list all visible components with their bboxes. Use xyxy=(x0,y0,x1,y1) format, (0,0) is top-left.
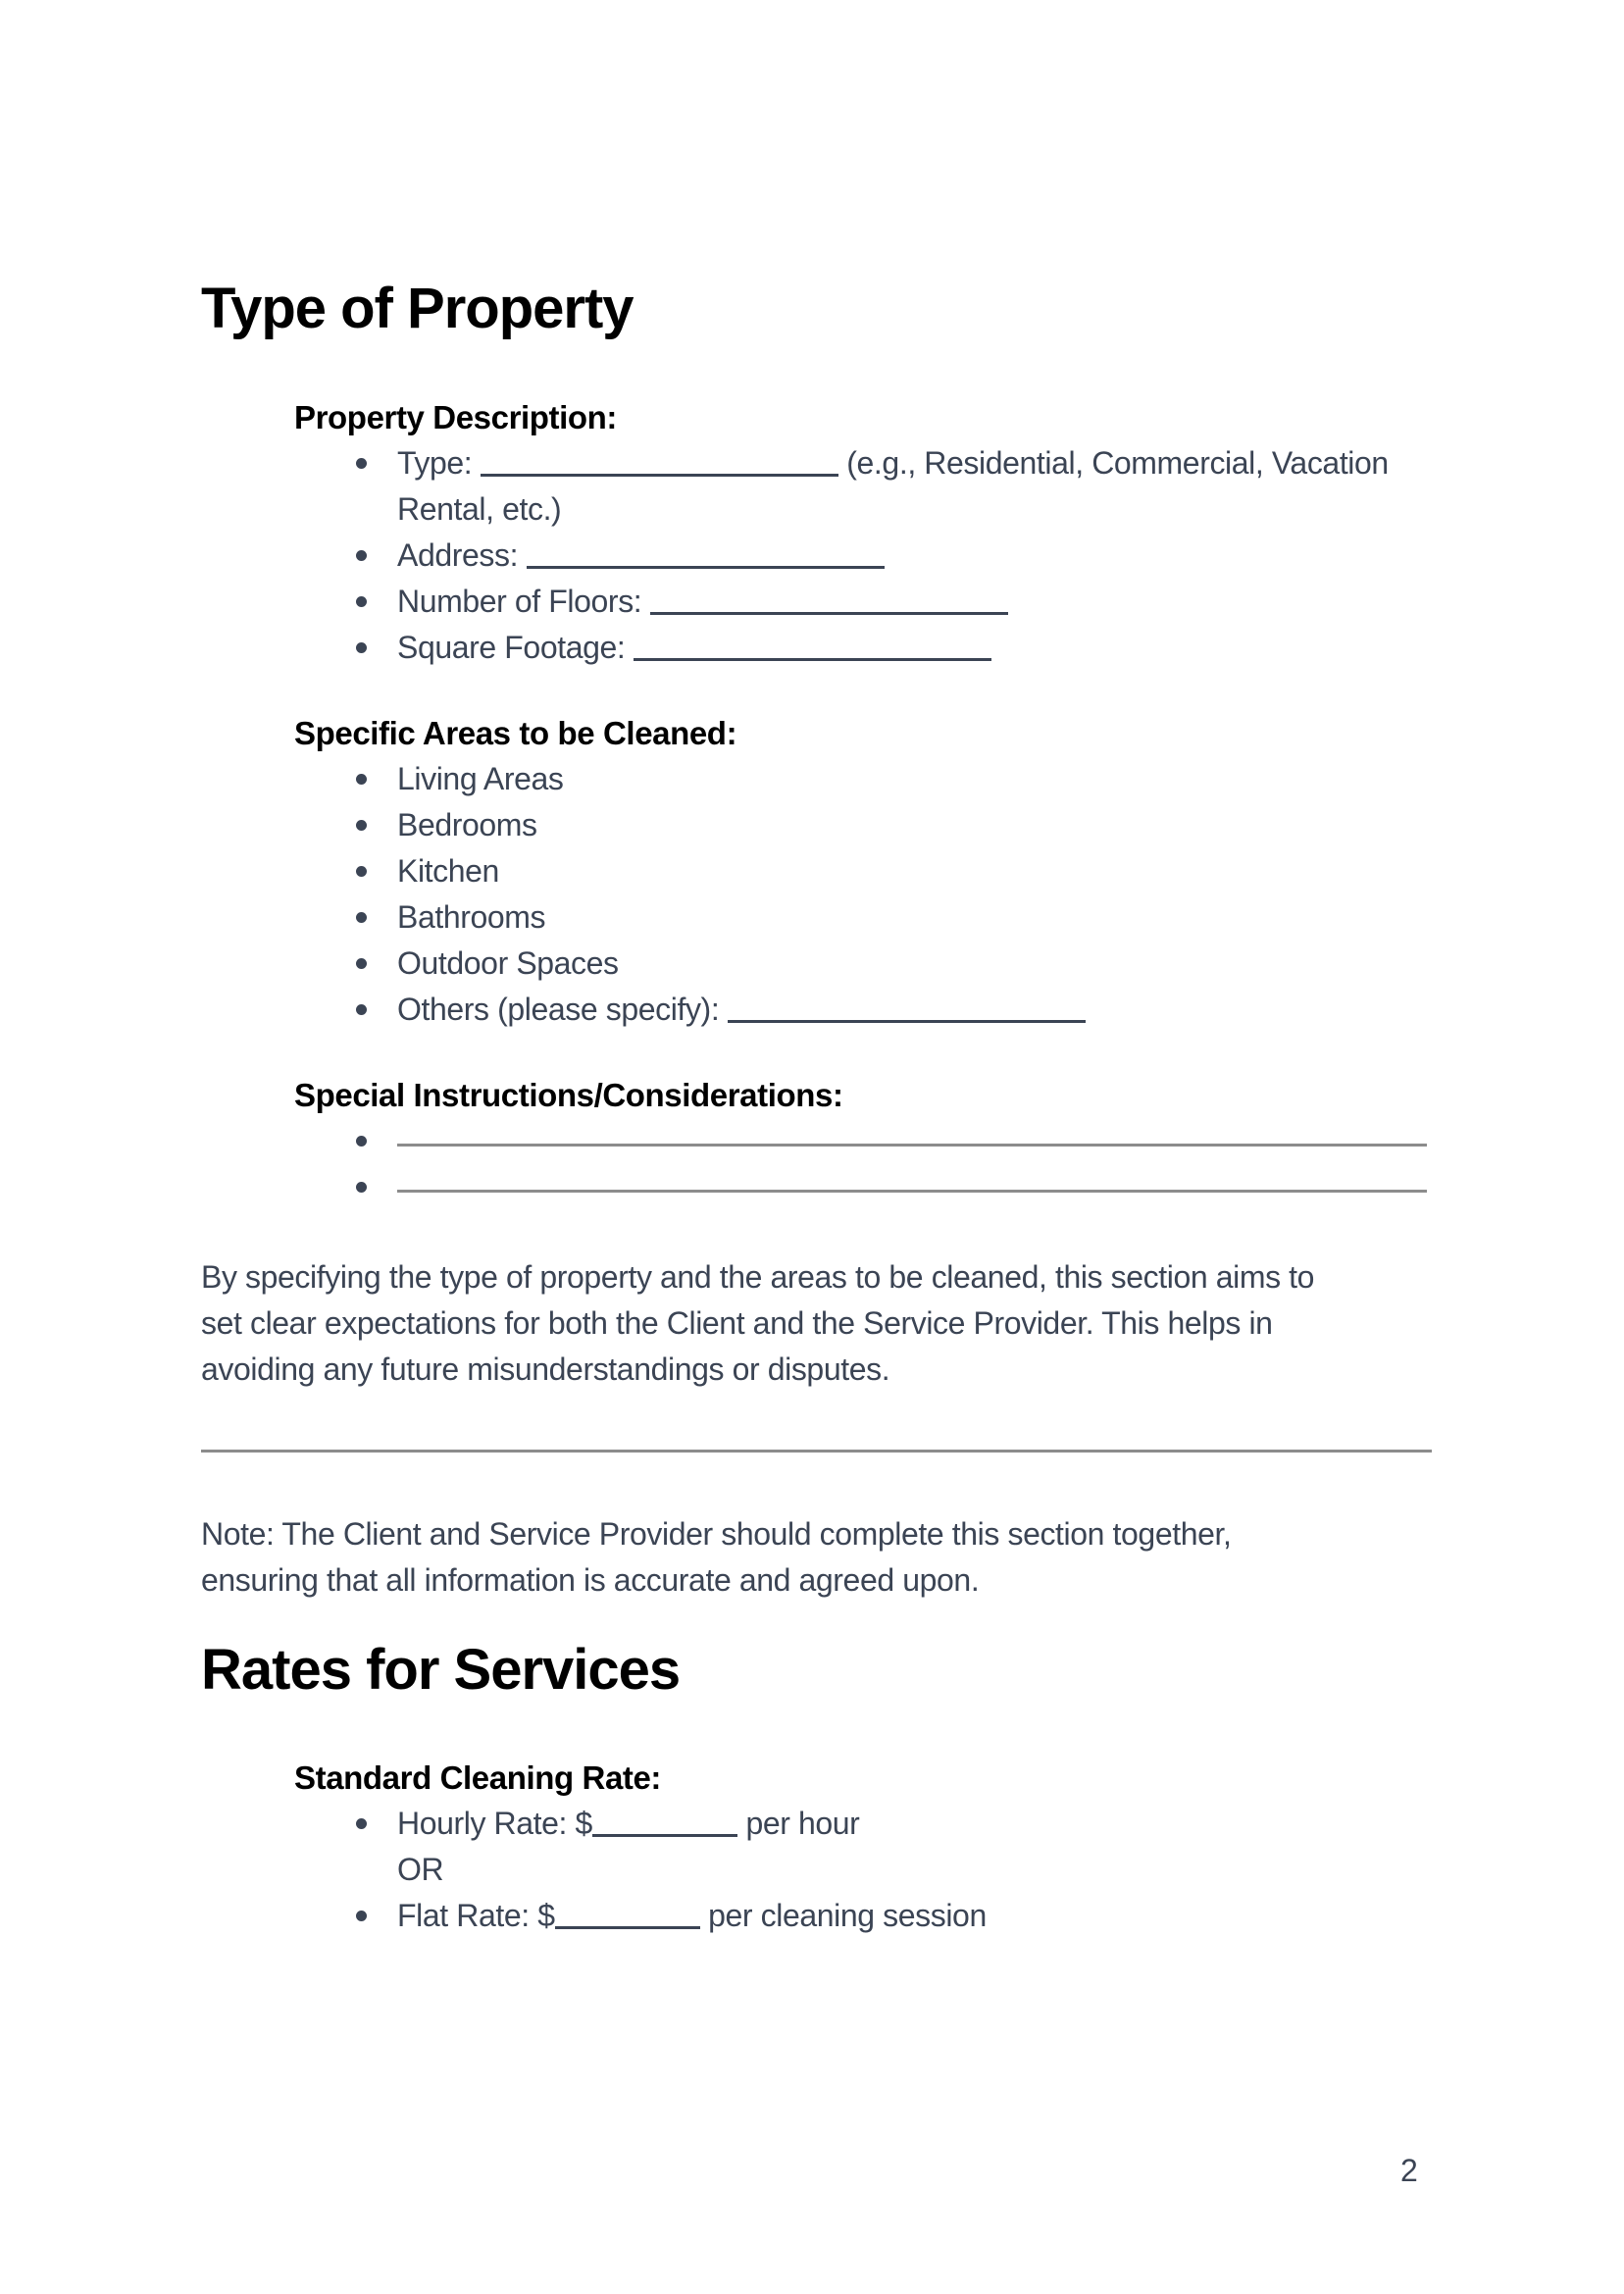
paragraph-line: set clear expectations for both the Client and the Service Provider. This helps in xyxy=(201,1305,1273,1341)
type-label: Type: xyxy=(397,445,473,481)
paragraph-line: By specifying the type of property and the areas to be cleaned, this section aims to xyxy=(201,1259,1315,1295)
type-hint-line2: Rental, etc.) xyxy=(397,491,562,527)
list-item-area xyxy=(294,756,1086,802)
horizontal-rule xyxy=(201,1450,1432,1453)
bullet-icon xyxy=(356,550,367,561)
bullet-icon xyxy=(356,866,367,877)
property-description-section xyxy=(294,394,1389,671)
hourly-rate-suffix: per hour xyxy=(745,1806,860,1841)
list-item-floors xyxy=(294,579,1389,625)
special-instructions-section xyxy=(294,1072,1427,1210)
page-number: 2 xyxy=(1400,2153,1418,2188)
list-item-others xyxy=(294,987,1086,1033)
instruction-blank-line xyxy=(397,1164,1427,1193)
area-label: Outdoor Spaces xyxy=(397,945,619,981)
address-label: Address: xyxy=(397,537,519,573)
instruction-blank-line xyxy=(397,1118,1427,1147)
footage-label: Square Footage: xyxy=(397,630,626,665)
list-item-type-wrap xyxy=(294,486,1389,533)
section-heading-rates-for-services: Rates for Services xyxy=(201,1638,681,1702)
bullet-icon xyxy=(356,1818,367,1829)
footage-blank-line xyxy=(634,630,991,661)
list-item-area xyxy=(294,894,1086,941)
section-summary-paragraph xyxy=(201,1254,1314,1393)
hourly-rate-blank-line xyxy=(592,1806,737,1837)
section-heading-type-of-property: Type of Property xyxy=(201,277,634,340)
or-row xyxy=(294,1847,987,1893)
or-label: OR xyxy=(397,1852,444,1887)
list-item-area xyxy=(294,848,1086,894)
list-item-type xyxy=(294,440,1389,486)
bullet-icon xyxy=(356,596,367,607)
address-blank-line xyxy=(527,537,885,569)
bullet-icon xyxy=(356,642,367,653)
list-item-address xyxy=(294,533,1389,579)
flat-rate-suffix: per cleaning session xyxy=(708,1898,987,1933)
floors-blank-line xyxy=(650,584,1008,615)
flat-rate-blank-line xyxy=(555,1898,700,1929)
area-label: Living Areas xyxy=(397,761,564,796)
list-item-blank-instruction xyxy=(294,1164,1427,1210)
bullet-icon xyxy=(356,1004,367,1015)
special-instructions-title: Special Instructions/Considerations: xyxy=(294,1077,843,1113)
bullet-icon xyxy=(356,1911,367,1921)
specific-areas-title: Specific Areas to be Cleaned: xyxy=(294,715,737,751)
bullet-icon xyxy=(356,1182,367,1193)
bullet-icon xyxy=(356,458,367,469)
flat-rate-label: Flat Rate: $ xyxy=(397,1898,555,1933)
list-item-flat-rate xyxy=(294,1893,987,1939)
list-item-area xyxy=(294,941,1086,987)
others-label: Others (please specify): xyxy=(397,992,720,1027)
note-line: ensuring that all information is accurate and agreed upon. xyxy=(201,1562,980,1598)
note-line: Note: The Client and Service Provider should complete this section together, xyxy=(201,1516,1232,1552)
standard-rate-title: Standard Cleaning Rate: xyxy=(294,1759,662,1796)
area-label: Bathrooms xyxy=(397,899,546,935)
list-item-hourly-rate xyxy=(294,1801,987,1847)
list-item-area xyxy=(294,802,1086,848)
type-blank-line xyxy=(481,445,838,477)
standard-cleaning-rate-section xyxy=(294,1755,987,1939)
hourly-rate-label: Hourly Rate: $ xyxy=(397,1806,592,1841)
floors-label: Number of Floors: xyxy=(397,584,642,619)
bullet-icon xyxy=(356,774,367,785)
area-label: Bedrooms xyxy=(397,807,537,842)
list-item-footage xyxy=(294,625,1389,671)
bullet-icon xyxy=(356,958,367,969)
specific-areas-section xyxy=(294,710,1086,1033)
paragraph-line: avoiding any future misunderstandings or disputes. xyxy=(201,1351,890,1387)
others-blank-line xyxy=(728,992,1086,1023)
note-paragraph xyxy=(201,1511,1232,1604)
area-label: Kitchen xyxy=(397,853,499,889)
property-description-title: Property Description: xyxy=(294,399,617,435)
bullet-icon xyxy=(356,912,367,923)
bullet-icon xyxy=(356,820,367,831)
bullet-icon xyxy=(356,1136,367,1147)
type-hint: (e.g., Residential, Commercial, Vacation xyxy=(846,445,1389,481)
list-item-blank-instruction xyxy=(294,1118,1427,1164)
